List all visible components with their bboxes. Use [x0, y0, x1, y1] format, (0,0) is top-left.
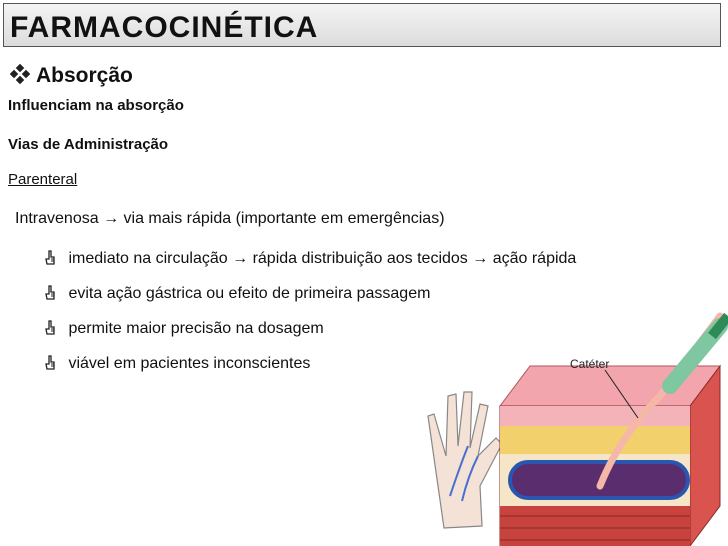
tissue-block	[500, 366, 720, 546]
intravenous-label: Intravenosa	[15, 210, 99, 227]
title-bar	[3, 3, 721, 47]
parenteral-label: Parenteral	[8, 171, 78, 188]
arrow-icon: →	[472, 250, 489, 267]
bullet-text: viável em pacientes inconscientes	[68, 355, 311, 372]
hand-illustration	[428, 392, 502, 528]
section-label: Absorção	[36, 64, 133, 87]
influence-label: Influenciam na absorção	[8, 97, 184, 114]
bullet-text: evita ação gástrica ou efeito de primeira passagem	[68, 285, 431, 302]
slide-title: FARMACOCINÉTICA	[10, 11, 319, 44]
pointing-hand-icon	[44, 250, 56, 266]
bullet-text: imediato na circulação	[68, 250, 228, 267]
list-item	[44, 250, 576, 285]
bullet-text: permite maior precisão na dosagem	[68, 320, 324, 337]
arrow-icon: →	[103, 210, 120, 227]
routes-label: Vias de Administração	[8, 136, 169, 153]
bullet-text: rápida distribuição aos tecidos	[252, 250, 468, 267]
pointing-hand-icon	[44, 320, 56, 336]
catheter-illustration	[420, 296, 728, 546]
arrow-icon: →	[232, 250, 249, 267]
bullet-text: ação rápida	[492, 250, 577, 267]
catheter-label: Catéter	[570, 357, 610, 371]
intravenous-description: via mais rápida (importante em emergências)	[123, 210, 445, 227]
pointing-hand-icon	[44, 285, 56, 301]
pointing-hand-icon	[44, 355, 56, 371]
intravenous-line	[15, 210, 445, 228]
section-heading	[10, 64, 133, 88]
diamond-bullet-icon	[10, 64, 30, 84]
